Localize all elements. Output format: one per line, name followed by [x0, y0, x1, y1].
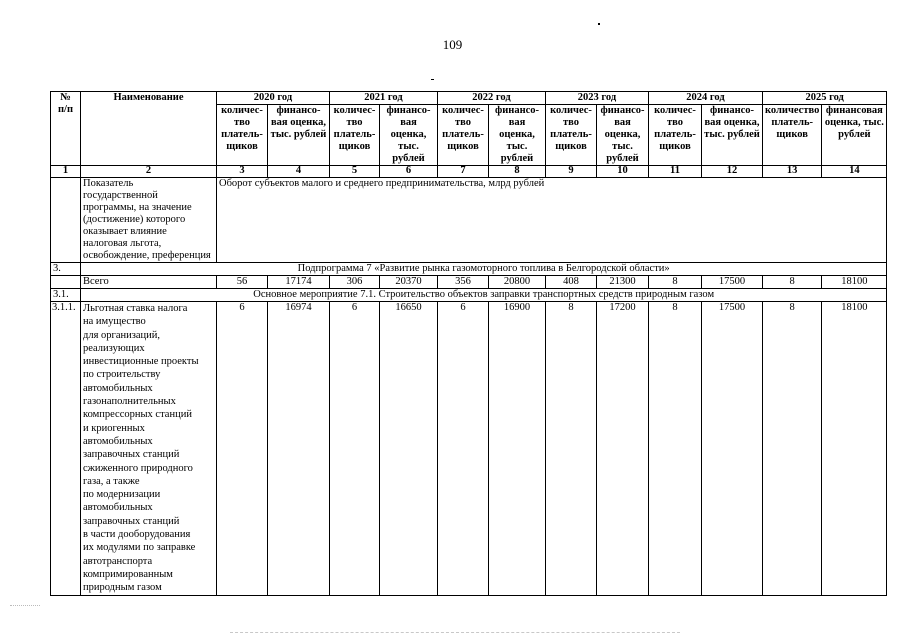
rate-value: 6 [217, 302, 268, 596]
scan-speck [431, 79, 434, 80]
header-name: Наименование [81, 92, 217, 166]
column-number: 2 [81, 166, 217, 178]
column-number: 8 [489, 166, 546, 178]
subheader-payers-2021: количес- тво платель- щиков [330, 105, 380, 166]
subheader-estimate-2020: финансо- вая оценка, тыс. рублей [268, 105, 330, 166]
rate-value: 18100 [822, 302, 887, 596]
rate-label: Льготная ставка налога на имущество для организаций, реализующих инвестиционные проекты по строительству автомобильных газонаполнительных компрессорных станций и криогенных автомобильных заправочных станций сжиженного природного газа, а также по модернизации автомобильных заправочных станций в части дооборудования их модулями по заправке автотранспорта компримированным природным газом [81, 302, 217, 596]
indicator-label: Показатель государственной программы, на значение (достижение) которого оказывает влияние налоговая льгота, освобождение, преференция [81, 178, 217, 263]
rate-value: 6 [438, 302, 489, 596]
total-num-cell [51, 276, 81, 289]
subheader-estimate-2021: финансо- вая оценка, тыс. рублей [380, 105, 438, 166]
page-number: 109 [442, 37, 463, 52]
subprogram-title: Подпрограмма 7 «Развитие рынка газомоторного топлива в Белгородской области» [81, 263, 887, 276]
header-year-2024: 2024 год [649, 92, 763, 105]
rate-value: 8 [546, 302, 597, 596]
column-number: 7 [438, 166, 489, 178]
scan-artifact-line [10, 605, 40, 606]
rate-row [51, 302, 887, 596]
indicator-num-cell [51, 178, 81, 263]
header-row-years [51, 92, 887, 105]
header-year-2023: 2023 год [546, 92, 649, 105]
column-number: 4 [268, 166, 330, 178]
total-label: Всего [81, 276, 217, 289]
total-row [51, 276, 887, 289]
tax-benefit-table [50, 91, 887, 596]
scan-artifact-line [230, 632, 680, 633]
column-number: 10 [597, 166, 649, 178]
total-value: 17500 [702, 276, 763, 289]
subprogram-row [51, 263, 887, 276]
rate-value: 16974 [268, 302, 330, 596]
measure-title: Основное мероприятие 7.1. Строительство объектов заправки транспортных средств природным газом [81, 289, 887, 302]
rate-value: 16650 [380, 302, 438, 596]
column-number: 14 [822, 166, 887, 178]
subheader-payers-2022: количес- тво платель- щиков [438, 105, 489, 166]
subheader-payers-2025: количество платель- щиков [763, 105, 822, 166]
column-number: 3 [217, 166, 268, 178]
total-value: 21300 [597, 276, 649, 289]
total-value: 56 [217, 276, 268, 289]
rate-value: 17200 [597, 302, 649, 596]
rate-value: 17500 [702, 302, 763, 596]
subheader-estimate-2025: финансовая оценка, тыс. рублей [822, 105, 887, 166]
rate-value: 8 [649, 302, 702, 596]
rate-value: 8 [763, 302, 822, 596]
total-value: 20800 [489, 276, 546, 289]
total-value: 8 [763, 276, 822, 289]
subheader-payers-2024: количес- тво платель- щиков [649, 105, 702, 166]
header-year-2021: 2021 год [330, 92, 438, 105]
subprogram-num: 3. [51, 263, 81, 276]
scan-speck [598, 23, 600, 25]
column-number: 11 [649, 166, 702, 178]
subheader-payers-2020: количес- тво платель- щиков [217, 105, 268, 166]
indicator-text: Оборот субъектов малого и среднего предпринимательства, млрд рублей [217, 178, 887, 263]
measure-row [51, 289, 887, 302]
total-value: 306 [330, 276, 380, 289]
rate-value: 6 [330, 302, 380, 596]
rate-value: 16900 [489, 302, 546, 596]
header-num: № п/п [51, 92, 81, 166]
measure-num: 3.1. [51, 289, 81, 302]
column-number: 9 [546, 166, 597, 178]
column-number: 13 [763, 166, 822, 178]
total-value: 8 [649, 276, 702, 289]
column-number: 1 [51, 166, 81, 178]
indicator-row [51, 178, 887, 263]
total-value: 408 [546, 276, 597, 289]
header-year-2025: 2025 год [763, 92, 887, 105]
header-year-2022: 2022 год [438, 92, 546, 105]
column-number-row [51, 166, 887, 178]
column-number: 5 [330, 166, 380, 178]
total-value: 18100 [822, 276, 887, 289]
subheader-estimate-2024: финансо- вая оценка, тыс. рублей [702, 105, 763, 166]
subheader-estimate-2022: финансо- вая оценка, тыс. рублей [489, 105, 546, 166]
subheader-estimate-2023: финансо- вая оценка, тыс. рублей [597, 105, 649, 166]
total-value: 17174 [268, 276, 330, 289]
subheader-payers-2023: количес- тво платель- щиков [546, 105, 597, 166]
header-year-2020: 2020 год [217, 92, 330, 105]
column-number: 6 [380, 166, 438, 178]
total-value: 356 [438, 276, 489, 289]
total-value: 20370 [380, 276, 438, 289]
rate-num: 3.1.1. [51, 302, 81, 596]
column-number: 12 [702, 166, 763, 178]
